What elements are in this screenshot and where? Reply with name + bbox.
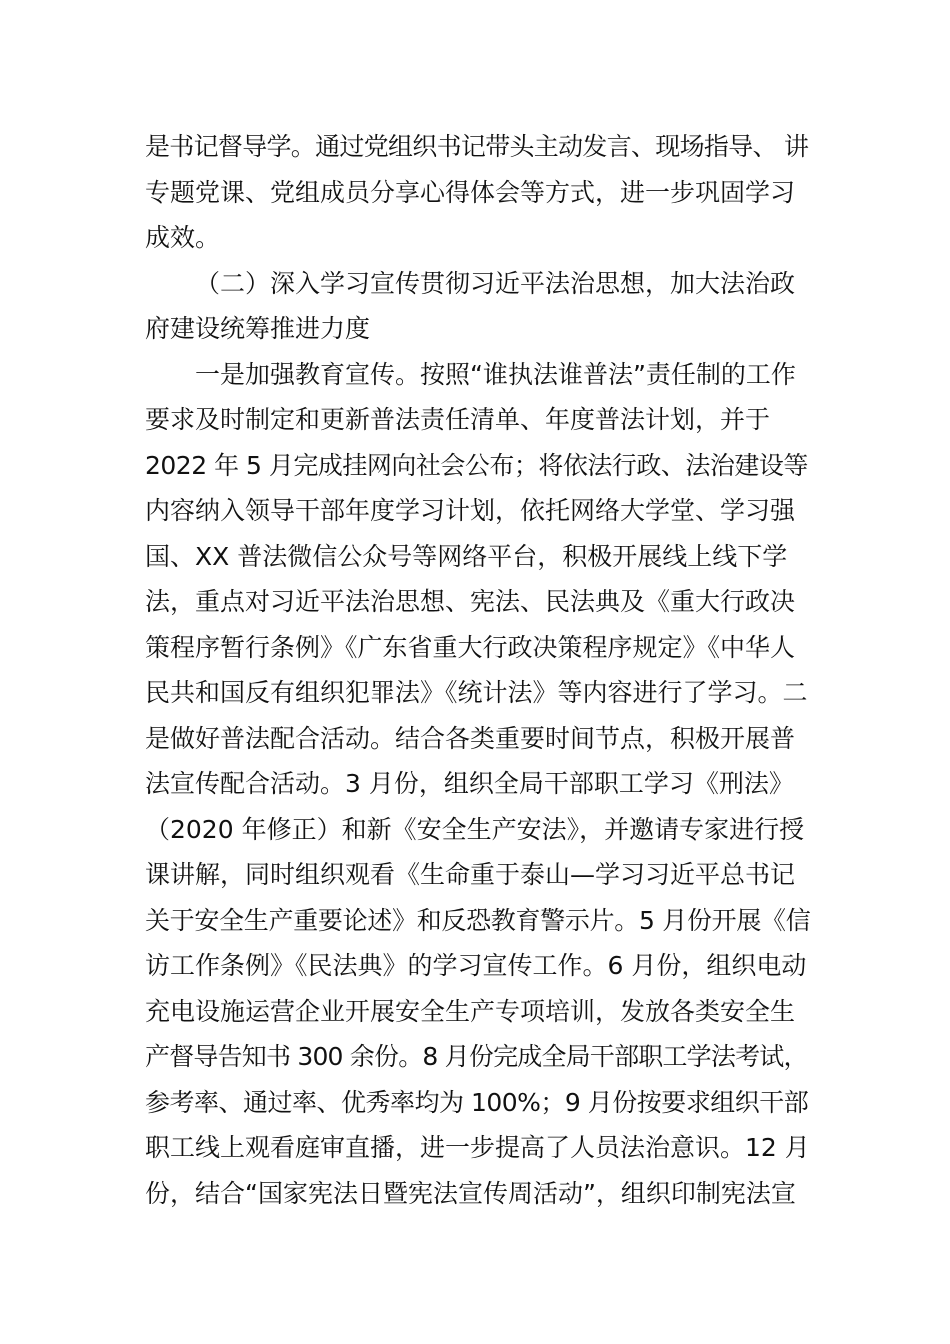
text-line: 访工作条例》《民法典》的学习宣传工作。6 月份，组织电动 [145,951,807,980]
text-line: 关于安全生产重要论述》和反恐教育警示片。5 月份开展《信 [145,905,811,935]
text-line: 充电设施运营企业开展安全生产专项培训，发放各类安全生 [145,996,796,1026]
text-line: 2022 年 5 月完成挂网向社会公布；将依法行政、法治建设等 [145,450,808,480]
text-line: 专题党课、党组成员分享心得体会等方式，进一步巩固学习 [145,177,796,207]
text-line: （2020 年修正）和新《安全生产安法》，并邀请专家进行授 [145,814,805,844]
section-heading-line: （二）深入学习宣传贯彻习近平法治思想，加大法治政 [195,268,796,298]
text-line: 课讲解，同时组织观看《生命重于泰山—学习习近平总书记 [145,860,796,889]
text-line: 参考率、通过率、优秀率均为 100%；9 月份按要求组织干部 [145,1087,809,1117]
text-line: 要求及时制定和更新普法责任清单、年度普法计划，并于 [145,405,771,434]
body-text [145,124,810,1216]
text-line: 策程序暂行条例》《广东省重大行政决策程序规定》《中华人 [145,632,796,662]
text-line: 职工线上观看庭审直播，进一步提高了人员法治意识。12 月 [145,1133,810,1162]
text-line: 是书记督导学。通过党组织书记带头主动发言、现场指导、 讲 [145,132,809,161]
text-line: 民共和国反有组织犯罪法》《统计法》等内容进行了学习。二 [145,678,808,707]
text-line: 法宣传配合活动。3 月份，组织全局干部职工学习《刑法》 [145,769,794,798]
text-line: 法，重点对习近平法治思想、宪法、民法典及《重大行政决 [145,587,796,616]
text-line: 内容纳入领导干部年度学习计划，依托网络大学堂、学习强 [145,496,796,525]
text-line: 产督导告知书 300 余份。8 月份完成全局干部职工学法考试， [145,1042,808,1071]
section-heading-line: 府建设统筹推进力度 [145,314,371,343]
text-line: 份，结合“国家宪法日暨宪法宣传周活动”，组织印制宪法宣 [145,1178,796,1208]
text-line: 是做好普法配合活动。结合各类重要时间节点，积极开展普 [145,723,796,753]
text-line: 成效。 [145,223,221,252]
text-line: 国、XX 普法微信公众号等网络平台，积极开展线上线下学 [145,541,788,571]
paragraph-first-line: 一是加强教育宣传。按照“谁执法谁普法”责任制的工作 [195,359,796,389]
